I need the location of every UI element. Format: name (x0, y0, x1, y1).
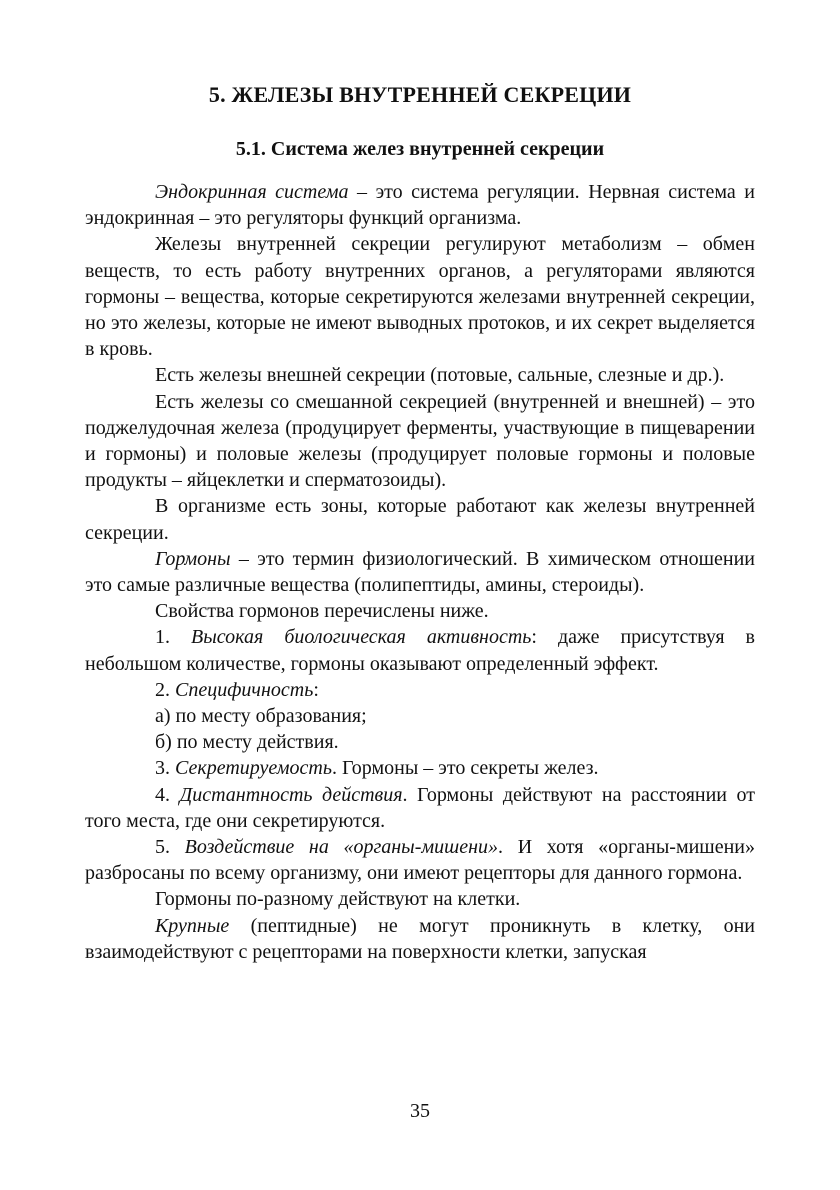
section-title: 5.1. Система желез внутренней секреции (235, 138, 605, 160)
italic-term: Эндокринная система (155, 181, 349, 203)
paragraph (85, 677, 755, 703)
paragraph (85, 624, 755, 676)
paragraph (85, 231, 755, 362)
paragraph-text: : даже присутствуя в небольшом количестве, гормоны оказывают определенный эффект. (85, 626, 755, 675)
list-number: 5. (155, 836, 185, 859)
page-number: 35 (410, 1100, 430, 1122)
chapter-title: 5. ЖЕЛЕЗЫ ВНУТРЕННЕЙ СЕКРЕЦИИ (208, 82, 632, 107)
italic-term: Специфичность (175, 678, 314, 701)
paragraph-text: (пептидные) не могут проникнуть в клетку, они взаимодействуют с рецепторами на поверхности клетки, запуская (85, 914, 755, 963)
italic-term: Высокая биологическая активность (191, 626, 532, 649)
italic-term: Крупные (155, 914, 230, 937)
paragraph (85, 886, 755, 912)
paragraph-text: а) по месту образования; (155, 705, 367, 728)
paragraph-text: Свойства гормонов перечислены ниже. (155, 600, 489, 623)
paragraph (85, 362, 755, 388)
paragraph (85, 179, 755, 231)
paragraph-text: б) по месту действия. (155, 731, 339, 754)
page-content (85, 82, 755, 965)
paragraph-text: – это система регуляции. Нервная система и эндокринная – это регуляторы функций организма. (85, 181, 755, 230)
list-number: 1. (155, 626, 192, 649)
paragraph-text: . Гормоны действуют на расстоянии от того места, где они секретируются. (85, 783, 755, 832)
paragraph (85, 913, 755, 965)
paragraph-text: В организме есть зоны, которые работают как железы внутренней секреции. (85, 495, 755, 544)
paragraph (85, 546, 755, 598)
paragraph (85, 598, 755, 624)
paragraph-text: Гормоны по-разному действуют на клетки. (155, 888, 521, 911)
paragraph-text: Есть железы со смешанной секрецией (внутренней и внешней) – это поджелудочная железа (продуцирует ферменты, участвующие в пищеварении и гормоны) и половые железы (продуцирует половые гормоны и половые продукты – яйцеклетки и сперматозоиды). (85, 390, 755, 492)
paragraph-text: Есть железы внешней секреции (потовые, сальные, слезные и др.). (155, 364, 725, 387)
paragraph-text: : (313, 678, 319, 701)
paragraph (85, 389, 755, 494)
paragraph-text: . И хотя «органы-мишени» разбросаны по всему организму, они имеют рецепторы для данного гормона. (85, 836, 755, 885)
italic-term: Дистантность действия (179, 783, 403, 806)
italic-term: Воздействие на «органы-мишени» (184, 836, 499, 859)
paragraph (85, 493, 755, 545)
paragraph (85, 782, 755, 834)
paragraph (85, 703, 755, 729)
italic-term: Секретируемость (175, 757, 332, 780)
paragraph-text: Железы внутренней секреции регулируют метаболизм – обмен веществ, то есть работу внутренних органов, а регуляторами являются гормоны – вещества, которые секретируются железами внутренней секреции, но это железы, которые не имеют выводных протоков, и их секрет выделяется в кровь. (85, 233, 755, 361)
italic-term: Гормоны (155, 547, 231, 570)
paragraph (85, 755, 755, 781)
body-text (85, 179, 755, 965)
list-number: 3. (155, 757, 175, 780)
paragraph (85, 729, 755, 755)
list-number: 4. (155, 783, 180, 806)
paragraph-text: . Гормоны – это секреты желез. (331, 757, 599, 780)
list-number: 2. (155, 678, 175, 701)
paragraph (85, 834, 755, 886)
paragraph-text: – это термин физиологический. В химическом отношении это самые различные вещества (полипептиды, амины, стероиды). (85, 547, 755, 597)
